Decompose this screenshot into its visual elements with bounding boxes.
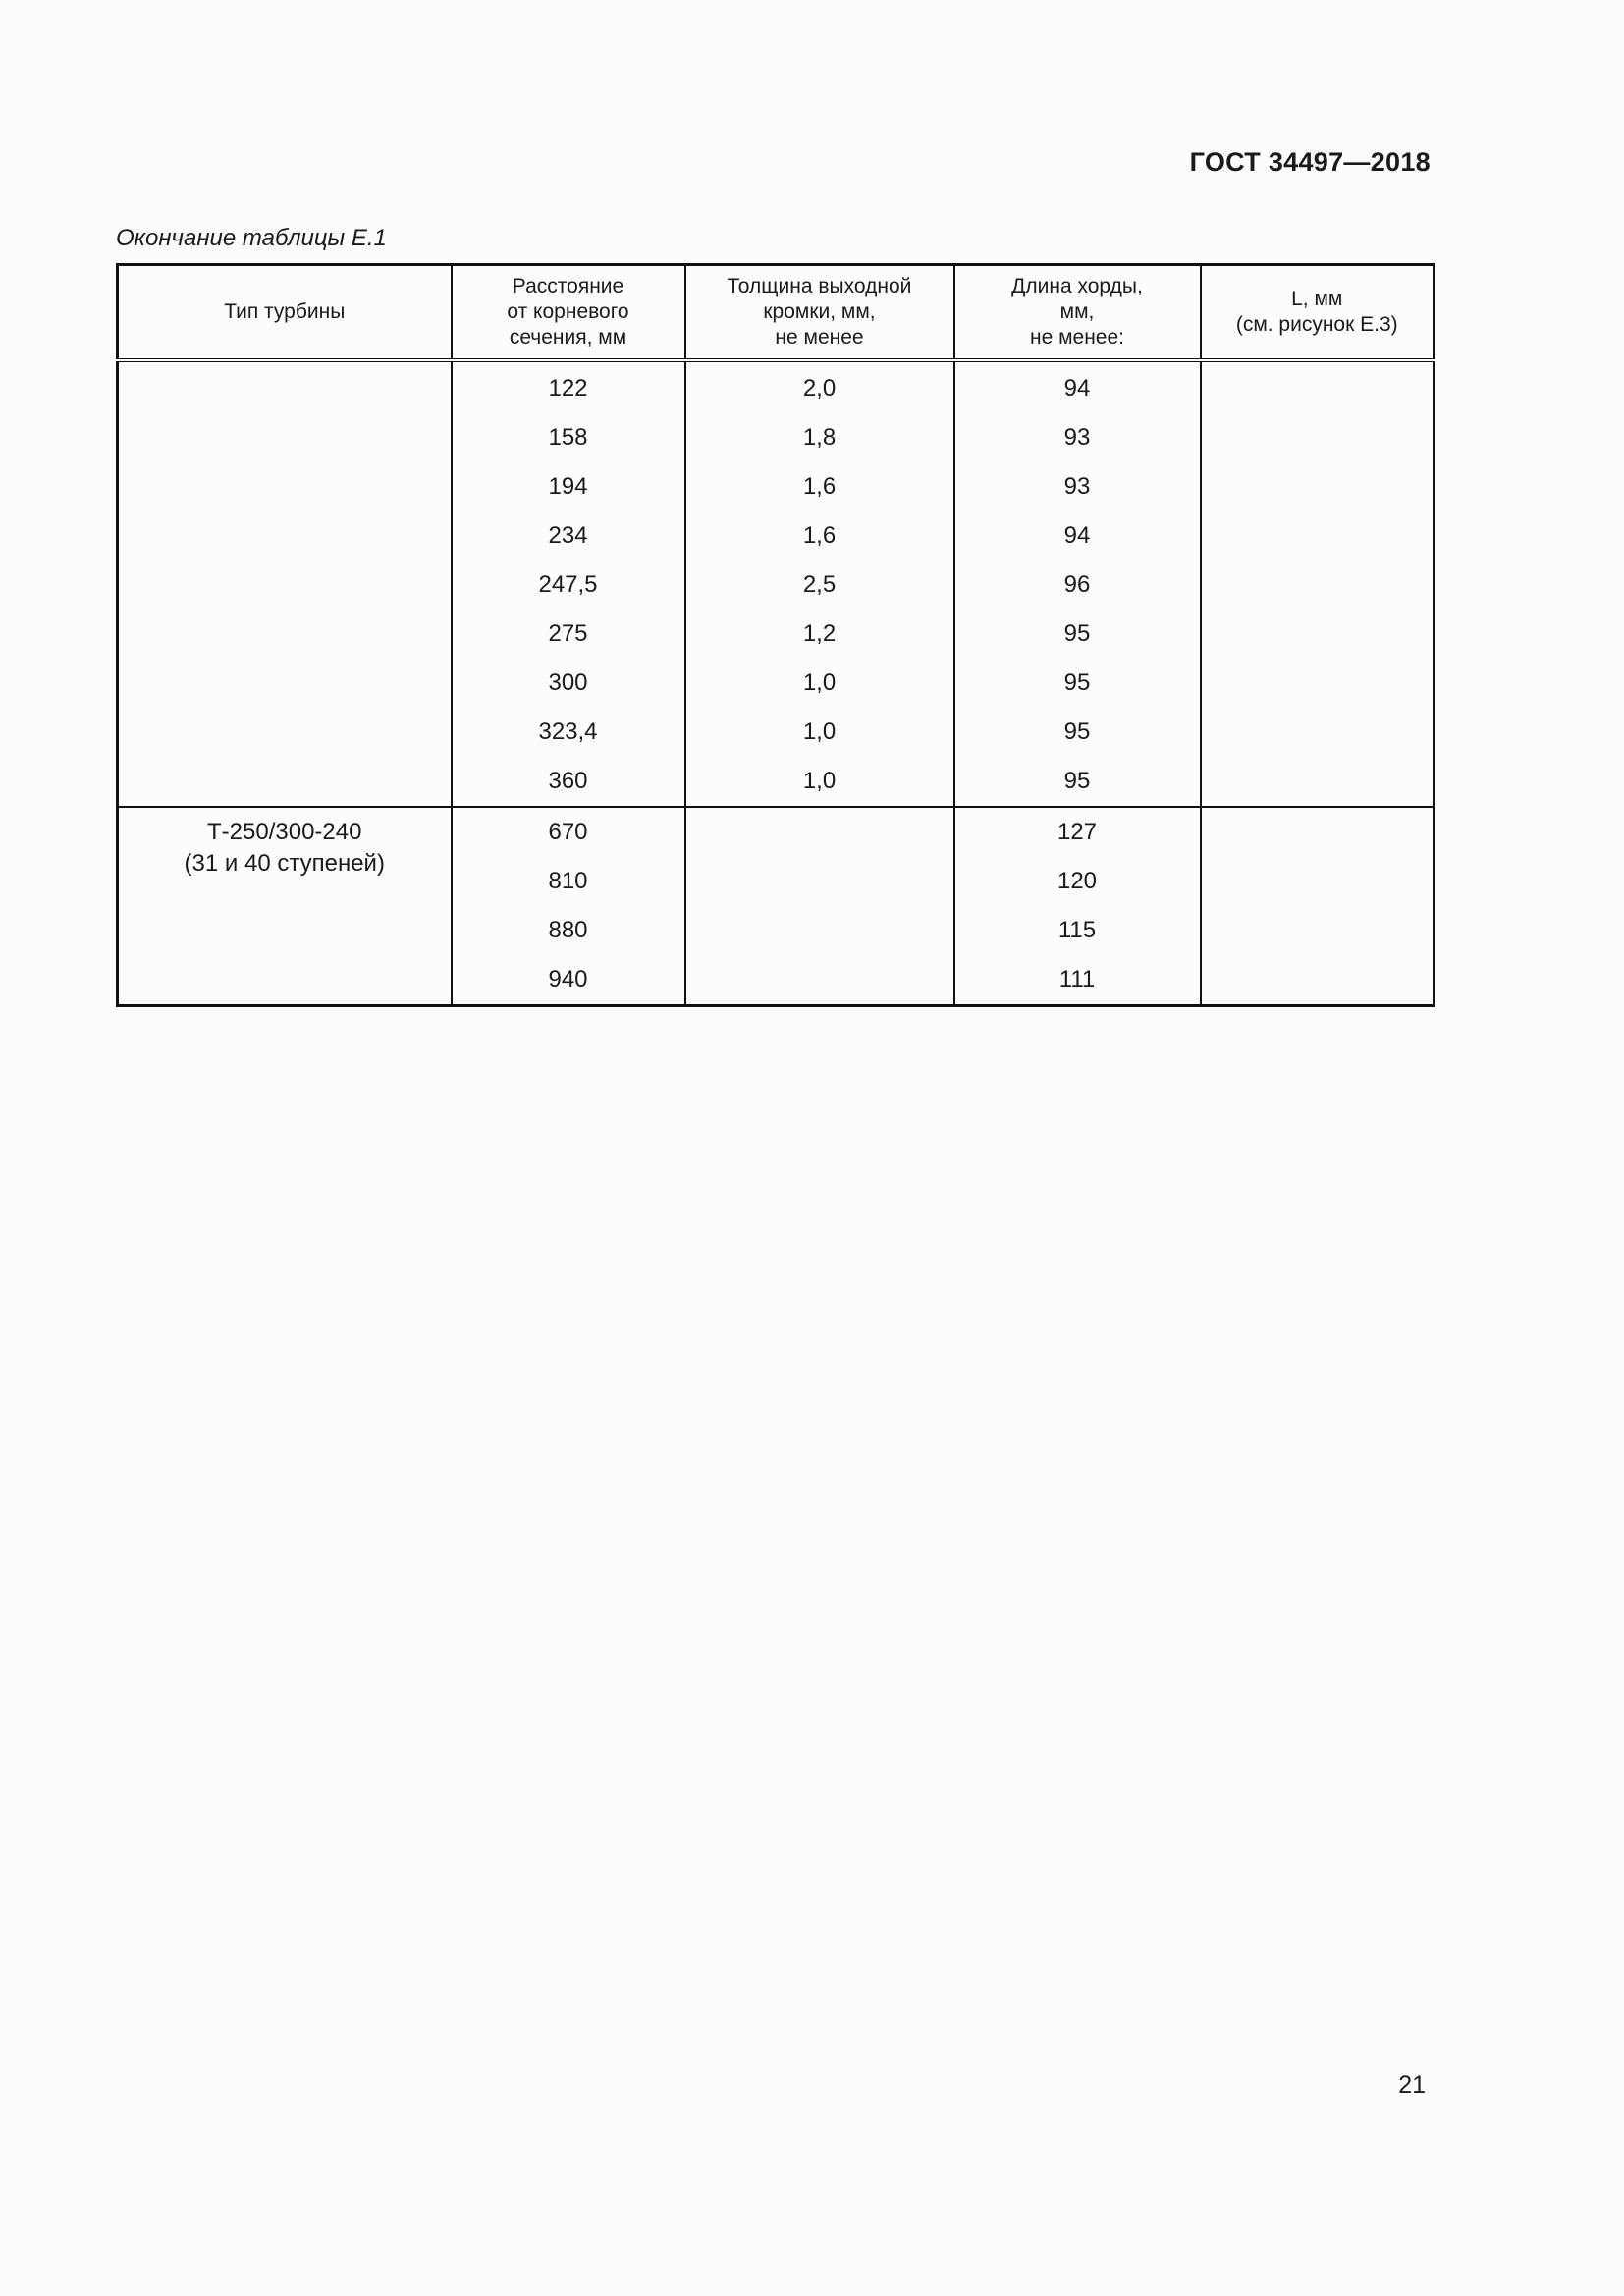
- page-number: 21: [1398, 2071, 1426, 2099]
- cell-distance: [452, 807, 685, 1006]
- header-line: Расстояние: [512, 275, 624, 297]
- chord-value: 120: [1056, 868, 1098, 894]
- table-caption: Окончание таблицы Е.1: [116, 225, 387, 251]
- chord-value: 93: [1063, 424, 1091, 451]
- table-header-row: [118, 265, 1435, 361]
- cell-l-dimension: [1201, 807, 1435, 1006]
- distance-value: 194: [548, 473, 588, 500]
- header-line: кромки, мм,: [763, 300, 876, 323]
- standard-designation: ГОСТ 34497—2018: [1189, 147, 1431, 177]
- turbine-stages: (31 и 40 ступеней): [184, 850, 385, 877]
- chord-value: 127: [1056, 819, 1098, 845]
- header-line: сечения, мм: [509, 326, 627, 348]
- distance-value: 234: [548, 522, 588, 549]
- distance-value: 275: [548, 620, 588, 647]
- distance-value: 940: [548, 966, 588, 992]
- thickness-value: 1,0: [802, 669, 837, 696]
- header-line: Толщина выходной: [727, 275, 912, 297]
- cell-l-dimension: [1201, 360, 1435, 807]
- cell-thickness: [685, 807, 954, 1006]
- distance-value: 247,5: [538, 571, 598, 598]
- turbine-model: Т-250/300-240: [207, 819, 362, 845]
- header-line: Длина хорды,: [1011, 275, 1143, 297]
- thickness-value: 1,0: [802, 719, 837, 745]
- chord-value: 95: [1063, 719, 1091, 745]
- chord-value: 95: [1063, 620, 1091, 647]
- distance-value: 360: [548, 768, 588, 794]
- header-line: не менее: [775, 326, 864, 348]
- chord-value: 94: [1063, 375, 1091, 401]
- distance-value: 670: [548, 819, 588, 845]
- header-line: Тип турбины: [224, 300, 346, 323]
- chord-value: 96: [1063, 571, 1091, 598]
- thickness-value: 1,8: [802, 424, 837, 451]
- header-line: от корневого: [507, 300, 629, 323]
- data-table: [116, 263, 1435, 1007]
- distance-value: 323,4: [538, 719, 598, 745]
- chord-value: 115: [1057, 917, 1097, 943]
- thickness-value: 1,6: [802, 473, 837, 500]
- chord-value: 111: [1058, 966, 1096, 992]
- header-distance: [452, 265, 685, 361]
- header-turbine-type: [118, 265, 452, 361]
- thickness-value: 1,6: [802, 522, 837, 549]
- cell-turbine-type: [118, 360, 452, 807]
- chord-value: 94: [1063, 522, 1091, 549]
- cell-chord-length: [954, 360, 1201, 807]
- cell-chord-length: [954, 807, 1201, 1006]
- chord-value: 95: [1063, 768, 1091, 794]
- header-l-dimension: [1201, 265, 1435, 361]
- header-line: мм,: [1059, 300, 1095, 323]
- distance-value: 880: [548, 917, 588, 943]
- distance-value: 810: [548, 868, 588, 894]
- thickness-value: 2,5: [802, 571, 837, 598]
- distance-value: 300: [548, 669, 588, 696]
- cell-distance: [452, 360, 685, 807]
- header-line: не менее:: [1029, 326, 1125, 348]
- thickness-value: 2,0: [802, 375, 837, 401]
- header-thickness: [685, 265, 954, 361]
- table-row-group-2: [118, 807, 1435, 1006]
- table-row-group-1: [118, 360, 1435, 807]
- distance-value: 158: [548, 424, 588, 451]
- chord-value: 95: [1063, 669, 1091, 696]
- thickness-value: 1,0: [802, 768, 837, 794]
- cell-thickness: [685, 360, 954, 807]
- header-line: L, мм: [1291, 288, 1343, 310]
- header-line: (см. рисунок Е.3): [1235, 313, 1398, 336]
- cell-turbine-type: [118, 807, 452, 1006]
- distance-value: 122: [548, 375, 588, 401]
- chord-value: 93: [1063, 473, 1091, 500]
- header-chord-length: [954, 265, 1201, 361]
- thickness-value: 1,2: [802, 620, 837, 647]
